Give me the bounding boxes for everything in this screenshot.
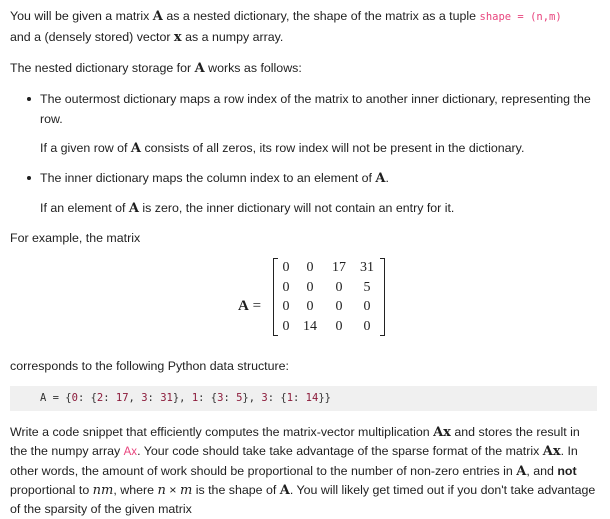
code-token: A = {	[40, 392, 72, 404]
math-A: A	[152, 9, 163, 24]
math-Ax: Ax	[433, 425, 451, 440]
storage-paragraph: The nested dictionary storage for A works as follows:	[10, 61, 302, 76]
list-item: The inner dictionary maps the column index to an element of A. If an element of A is zero, the inner dictionary will not contain an entry for it.	[10, 168, 600, 219]
bullet-icon	[27, 97, 31, 101]
code-token: :	[293, 392, 306, 404]
matrix-lhs: A	[238, 298, 249, 314]
math-A: A	[279, 483, 290, 498]
matrix-row: 0 0 0 5	[282, 279, 371, 295]
code-token: : {	[77, 392, 97, 404]
math-nm: nm	[92, 483, 114, 498]
example-label: For example, the matrix	[10, 231, 141, 245]
matrix-row: 0 14 0 0	[282, 318, 371, 334]
math-A: A	[128, 201, 139, 216]
code-number-token: 3	[261, 392, 268, 404]
code-number-token: 0	[71, 392, 78, 404]
code-number-token: 17	[115, 392, 129, 404]
code-token: }}	[318, 392, 331, 404]
emphasis-not: not	[557, 464, 577, 478]
code-number-token: 31	[160, 392, 173, 404]
matrix-row: 0 0 0 0	[282, 299, 371, 314]
code-number-token: 14	[305, 392, 319, 404]
code-token: : {	[198, 392, 218, 404]
intro-paragraph: You will be given a matrix A as a nested dictionary, the shape of the matrix as a tuple shape = (n,m) and a (densely stored) vector x as a numpy array.	[10, 9, 562, 45]
code-token: },	[172, 392, 192, 404]
math-m: m	[179, 483, 193, 498]
code-number-token: 2	[96, 392, 104, 404]
math-Ax: Ax	[542, 444, 561, 459]
matrix-display: A = 0 0 17 31 0 0 0 5 0 0 0 0 0 14 0 0	[10, 248, 600, 348]
math-x: x	[173, 30, 182, 45]
corresponds-label: corresponds to the following Python data structure:	[10, 359, 289, 373]
code-token: :	[103, 392, 116, 404]
code-token: :	[223, 392, 237, 404]
code-token: },	[242, 392, 262, 404]
math-A: A	[516, 464, 527, 479]
matrix-row: 0 0 17 31	[282, 260, 374, 275]
storage-rules-list	[10, 89, 600, 219]
inline-code-Ax: Ax	[123, 446, 138, 458]
bullet-icon	[27, 176, 31, 180]
inline-code-shape: shape = (n,m)	[479, 11, 562, 23]
matrix	[273, 258, 385, 336]
math-A: A	[130, 141, 142, 156]
task-paragraph: Write a code snippet that efficiently computes the matrix-vector multiplication Ax and stores the result in the the numpy array Ax. Your code should take take advantage of the sparse format of the matrix Ax. In other words, the amount of work should be proportional to the number of non-zero entries in A, and not proportional to nm, where n × m is the shape of A. You will likely get timed out if you don't take advantage of the sparsity of the given matrix	[10, 425, 596, 516]
list-item: The outermost dictionary maps a row index of the matrix to another inner dictionary, representing the row. If a given row of A consists of all zeros, its row index will not be present in the dictionary.	[10, 89, 600, 159]
code-number-token: 1	[286, 392, 294, 404]
math-A: A	[375, 171, 386, 186]
code-token: : {	[267, 392, 287, 404]
code-number-token: 5	[236, 392, 243, 404]
code-number-token: 3	[217, 392, 224, 404]
code-number-token: 1	[191, 392, 199, 404]
code-block	[10, 386, 597, 411]
math-n: n	[157, 483, 166, 498]
code-number-token: 3	[141, 392, 148, 404]
math-A: A	[194, 61, 205, 76]
code-token: :	[147, 392, 161, 404]
code-token: ,	[128, 392, 142, 404]
